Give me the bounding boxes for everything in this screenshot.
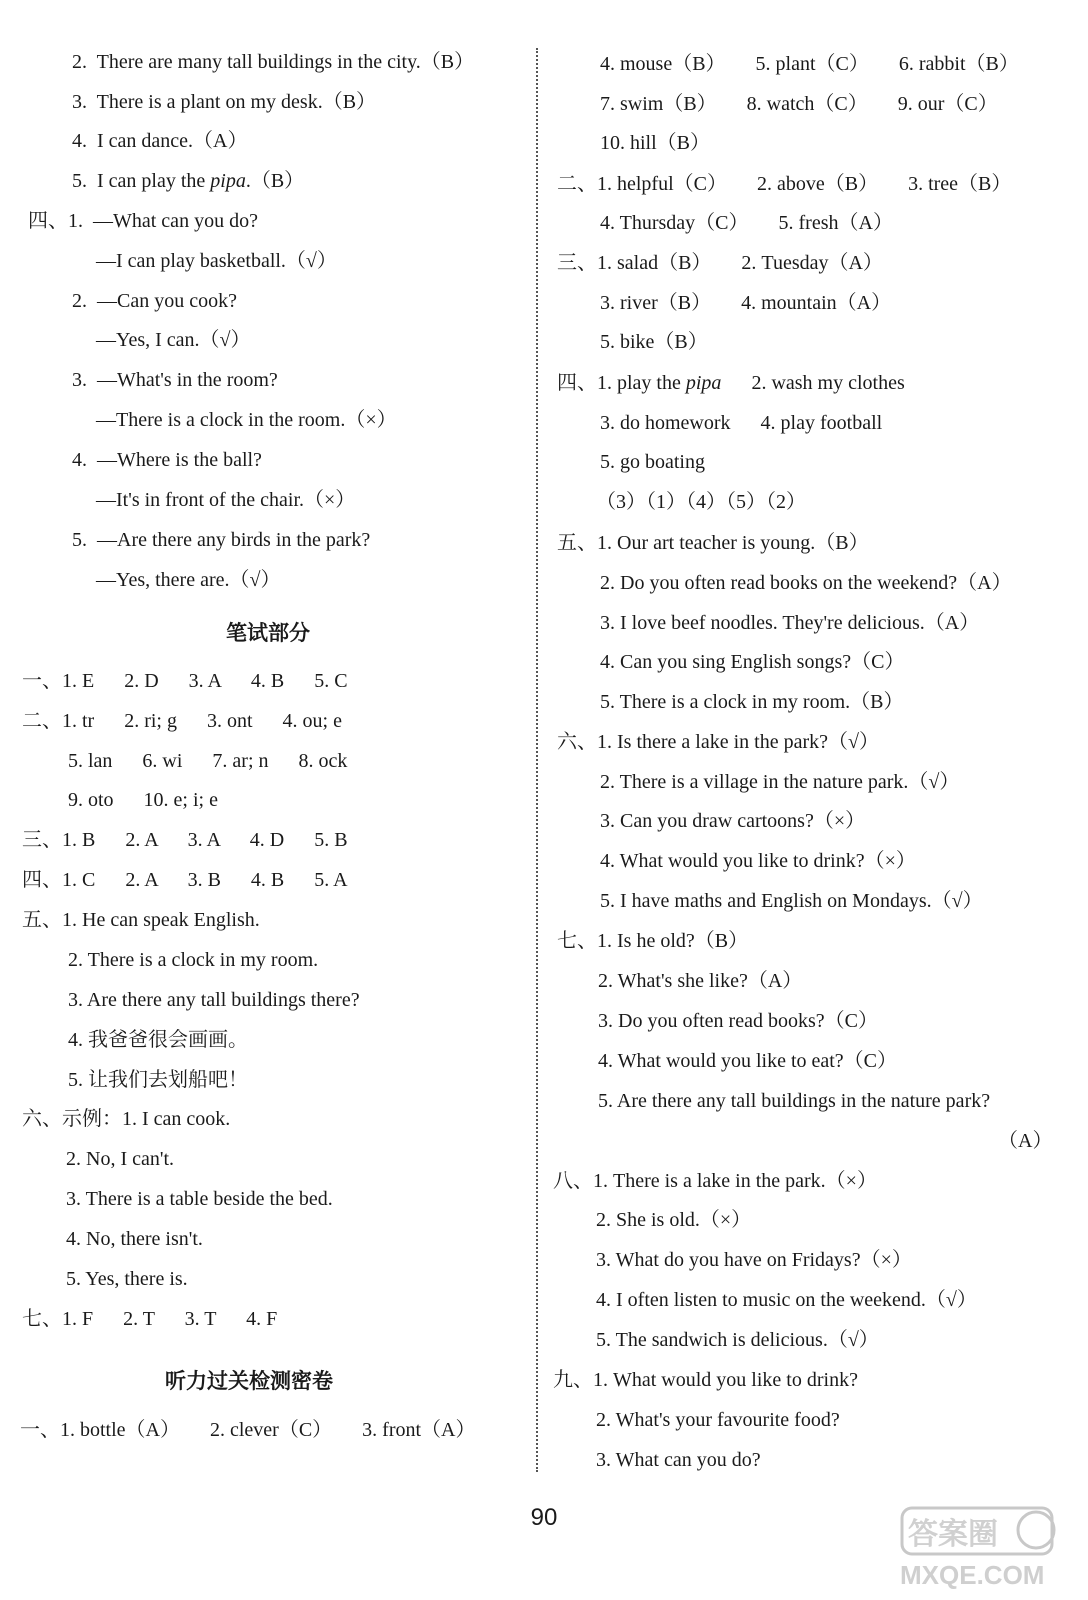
answer-line: 一、1. E 2. D 3. A 4. B 5. C	[22, 670, 348, 692]
answer-line: 4. —Where is the ball?	[72, 449, 262, 471]
svg-text:MXQE.COM: MXQE.COM	[900, 1560, 1045, 1590]
answer-line: 3. river（B） 4. mountain（A）	[600, 292, 892, 314]
section-heading: 听力过关检测密卷	[165, 1369, 333, 1393]
answer-line: 2. There is a village in the nature park.（√）	[600, 771, 960, 793]
watermark-logo	[896, 1502, 1066, 1592]
answer-line: —Yes, I can.（√）	[96, 329, 251, 351]
answer-line: 九、1. What would you like to drink?	[553, 1369, 858, 1391]
answer-line: 四、1. play the pipa 2. wash my clothes	[557, 372, 905, 394]
answer-line: 7. swim（B） 8. watch（C） 9. our（C）	[600, 93, 998, 115]
answer-line: （A）	[998, 1130, 1053, 1152]
answer-line: 二、1. tr 2. ri; g 3. ont 4. ou; e	[22, 710, 342, 732]
answer-line: 五、1. He can speak English.	[22, 909, 260, 931]
answer-line: 四、1. —What can you do?	[28, 210, 258, 232]
answer-line: 八、1. There is a lake in the park.（×）	[553, 1170, 877, 1192]
answer-line: 三、1. B 2. A 3. A 4. D 5. B	[22, 829, 348, 851]
answer-line: 5. Yes, there is.	[66, 1268, 188, 1290]
answer-line: 3. Can you draw cartoons?（×）	[600, 810, 866, 832]
answer-line: 三、1. salad（B） 2. Tuesday（A）	[557, 252, 883, 274]
answer-line: 5. The sandwich is delicious.（√）	[596, 1329, 879, 1351]
answer-line: 二、1. helpful（C） 2. above（B） 3. tree（B）	[557, 173, 1012, 195]
answer-line: 5. bike（B）	[600, 331, 708, 353]
answer-line: 一、1. bottle（A） 2. clever（C） 3. front（A）	[20, 1419, 476, 1441]
answer-line: 2. There is a clock in my room.	[68, 949, 319, 971]
answer-line: 七、1. Is he old?（B）	[557, 930, 749, 952]
answer-line: 4. What would you like to drink?（×）	[600, 850, 916, 872]
answer-line: 2. Do you often read books on the weekend?（A）	[600, 572, 1012, 594]
answer-line: 5. Are there any tall buildings in the nature park?	[598, 1090, 991, 1112]
column-divider	[536, 48, 538, 1472]
answer-line: 5. lan 6. wi 7. ar; n 8. ock	[68, 750, 348, 772]
section-heading: 笔试部分	[226, 621, 310, 645]
answer-line: 4. No, there isn't.	[66, 1228, 203, 1250]
answer-line: 4. I can dance.（A）	[72, 130, 248, 152]
answer-line: 七、1. F 2. T 3. T 4. F	[22, 1308, 278, 1330]
answer-line: 3. There is a plant on my desk.（B）	[72, 91, 377, 113]
answer-line: —Yes, there are.（√）	[96, 569, 281, 591]
answer-line: 4. mouse（B） 5. plant（C） 6. rabbit（B）	[600, 53, 1019, 75]
answer-line: 3. I love beef noodles. They're delicious.（A）	[600, 612, 980, 634]
answer-line: —It's in front of the chair.（×）	[96, 489, 356, 511]
answer-line: 2. She is old.（×）	[596, 1209, 752, 1231]
answer-line: 4. Can you sing English songs?（C）	[600, 651, 905, 673]
answer-line: 2. —Can you cook?	[72, 290, 237, 312]
answer-line: 5. I can play the pipa.（B）	[72, 170, 305, 192]
answer-line: 9. oto 10. e; i; e	[68, 789, 218, 811]
answer-line: 3. What can you do?	[596, 1449, 761, 1471]
answer-line: —I can play basketball.（√）	[96, 250, 337, 272]
answer-line: 3. do homework 4. play football	[600, 412, 883, 434]
answer-line: 2. No, I can't.	[66, 1148, 175, 1170]
answer-line: 4. 我爸爸很会画画。	[68, 1029, 248, 1051]
answer-line: （3）（1）（4）（5）（2）	[596, 491, 806, 513]
answer-line: 3. —What's in the room?	[72, 369, 278, 391]
answer-line: 5. go boating	[600, 451, 705, 473]
answer-line: 4. I often listen to music on the weekend.（√）	[596, 1289, 977, 1311]
answer-line: 3. Do you often read books?（C）	[598, 1010, 878, 1032]
answer-line: 五、1. Our art teacher is young.（B）	[557, 532, 869, 554]
answer-line: 10. hill（B）	[600, 132, 711, 154]
answer-line: 3. Are there any tall buildings there?	[68, 989, 360, 1011]
answer-line: 2. There are many tall buildings in the city.（B）	[72, 51, 475, 73]
page-number: 90	[530, 1504, 558, 1531]
answer-line: 5. There is a clock in my room.（B）	[600, 691, 904, 713]
answer-line: 3. What do you have on Fridays?（×）	[596, 1249, 912, 1271]
answer-line: 六、1. Is there a lake in the park?（√）	[557, 731, 879, 753]
answer-line: 2. What's she like?（A）	[598, 970, 803, 992]
answer-line: 4. What would you like to eat?（C）	[598, 1050, 898, 1072]
answer-line: 2. What's your favourite food?	[596, 1409, 840, 1431]
svg-text:答案圈: 答案圈	[908, 1517, 998, 1552]
answer-line: 5. 让我们去划船吧！	[68, 1069, 248, 1091]
answer-line: 4. Thursday（C） 5. fresh（A）	[600, 212, 893, 234]
answer-line: 六、示例：1. I can cook.	[22, 1108, 231, 1130]
answer-line: 3. There is a table beside the bed.	[66, 1188, 333, 1210]
answer-line: 四、1. C 2. A 3. B 4. B 5. A	[22, 869, 348, 891]
answer-line: —There is a clock in the room.（×）	[96, 409, 397, 431]
answer-line: 5. I have maths and English on Mondays.（√）	[600, 890, 983, 912]
answer-line: 5. —Are there any birds in the park?	[72, 529, 371, 551]
